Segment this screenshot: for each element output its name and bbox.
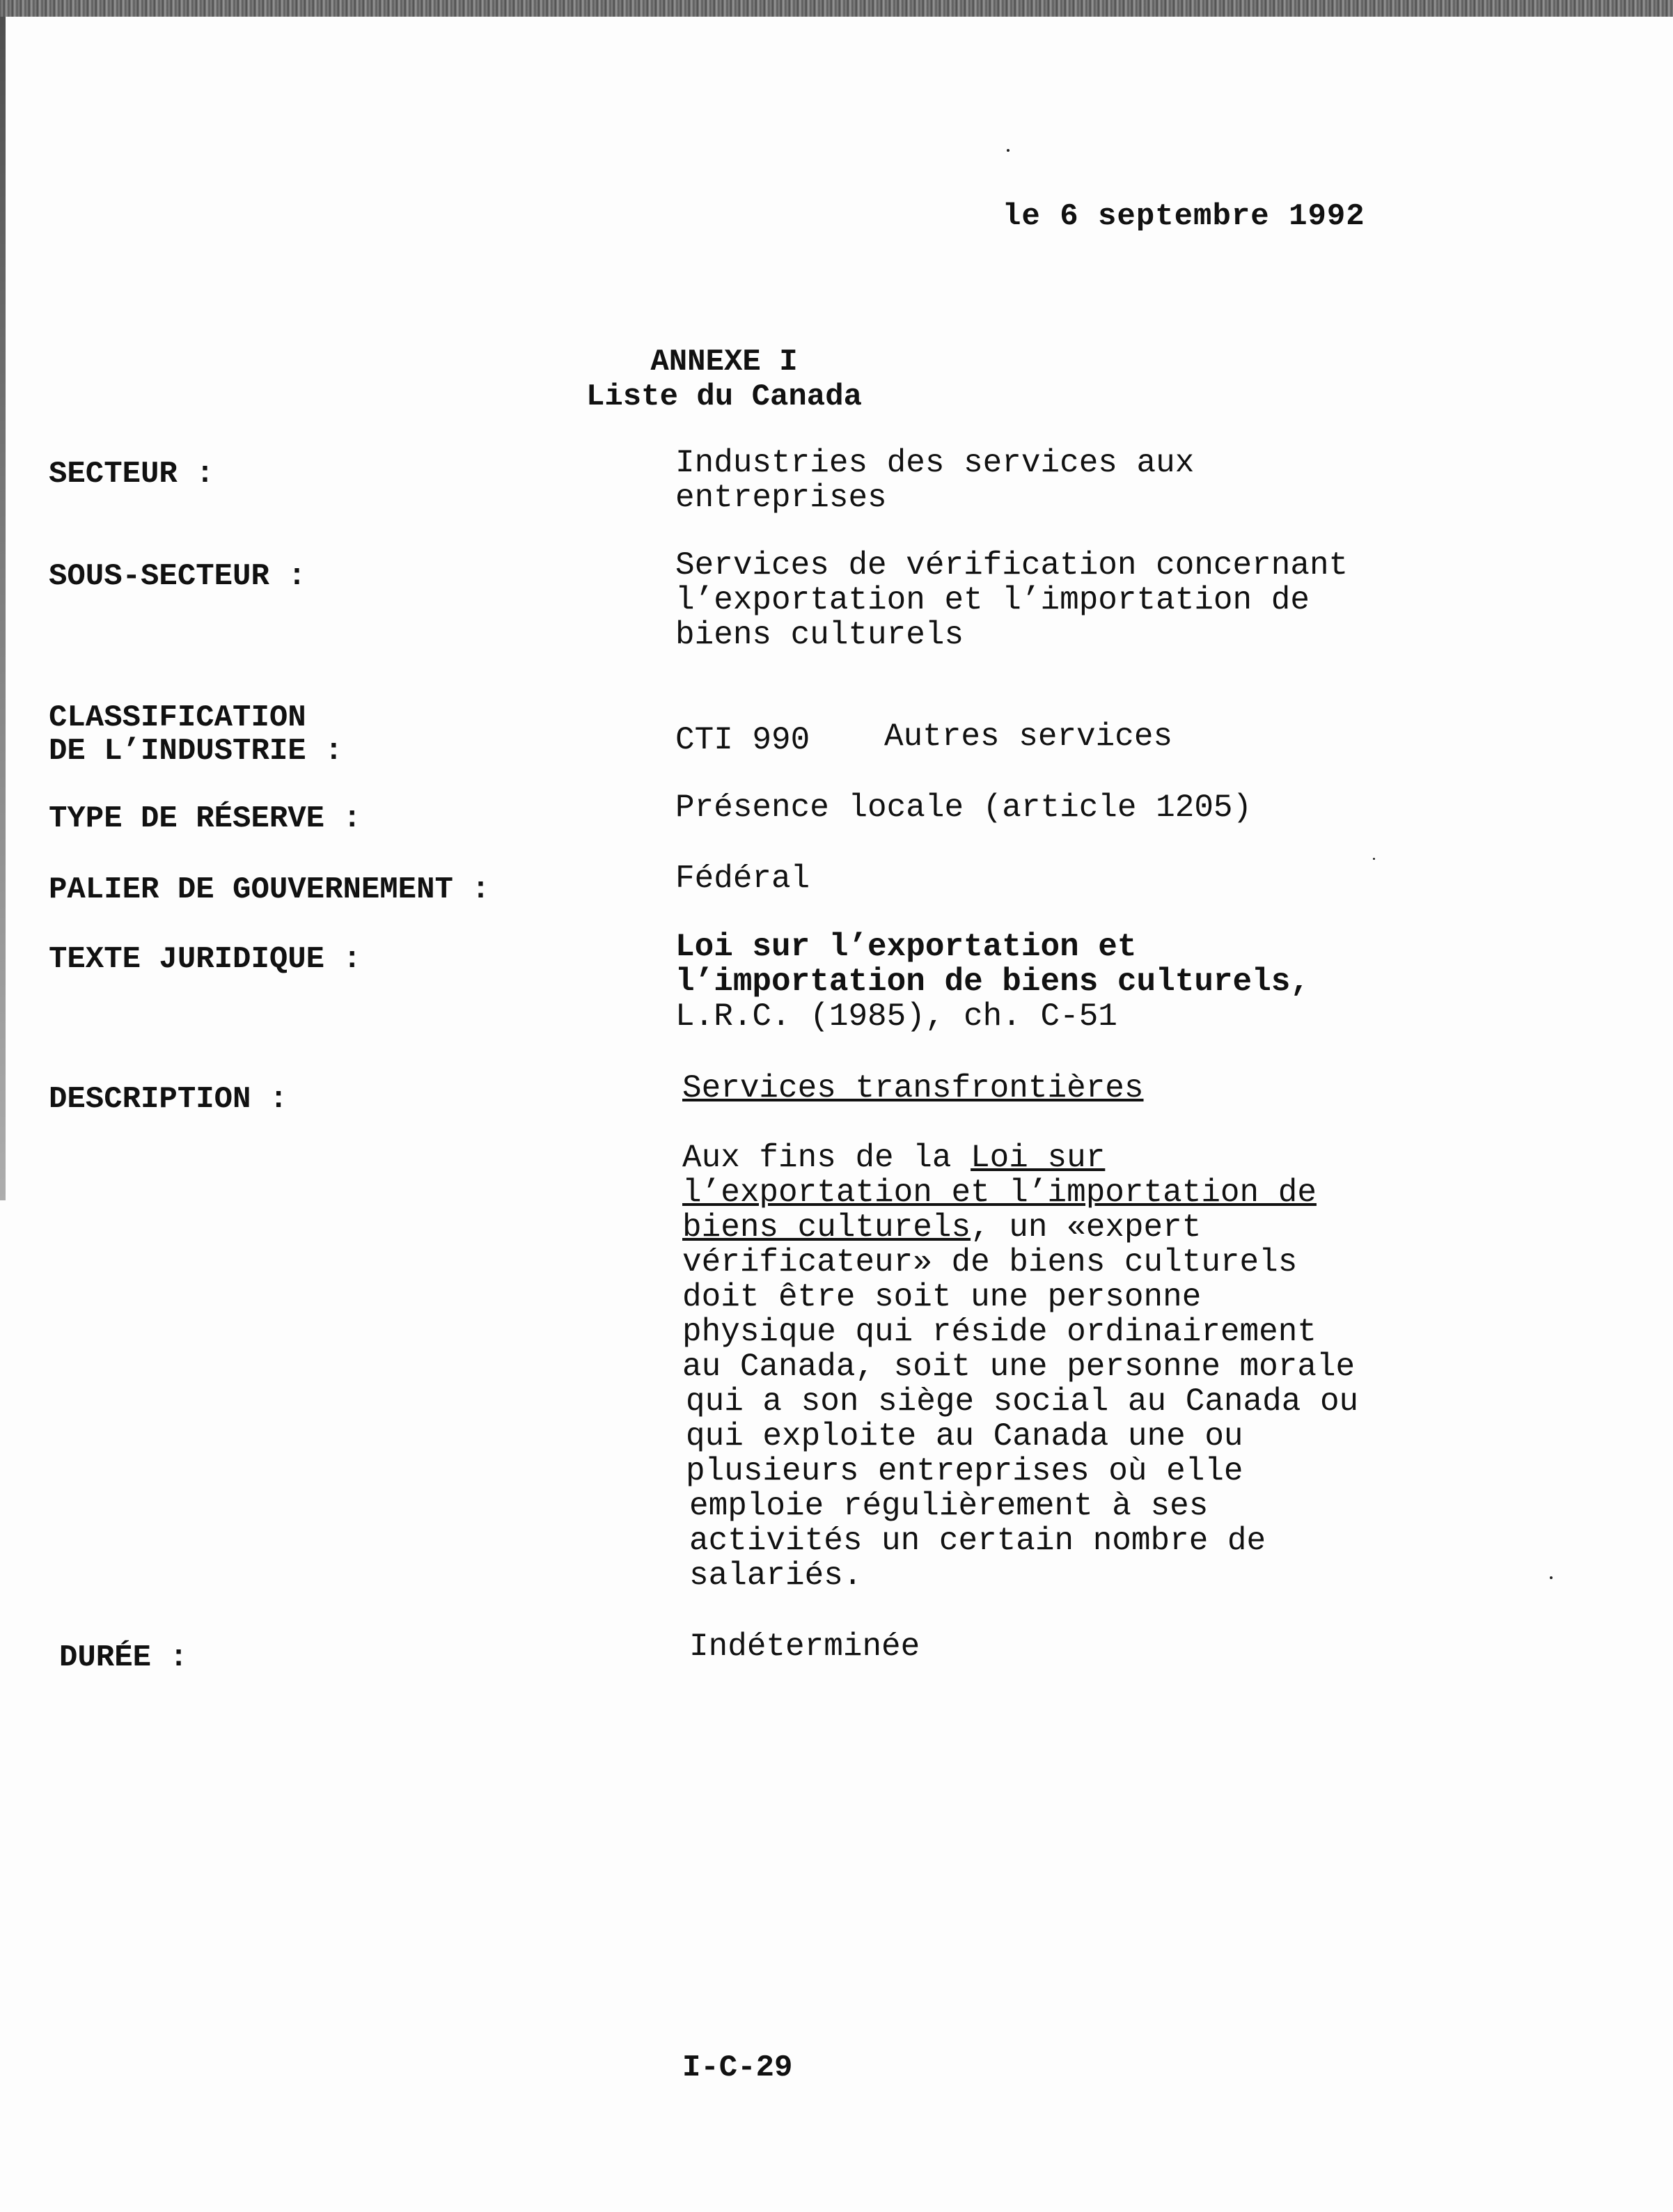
sous-secteur-label: SOUS-SECTEUR : bbox=[49, 559, 306, 594]
description-line-2: l’exportation et l’importation de bbox=[682, 1175, 1317, 1211]
type-reserve-label: TYPE DE RÉSERVE : bbox=[49, 801, 361, 836]
description-text: Aux fins de la bbox=[682, 1140, 971, 1176]
palier-label: PALIER DE GOUVERNEMENT : bbox=[49, 872, 490, 907]
description-line-8: qui a son siège social au Canada ou bbox=[686, 1383, 1359, 1420]
texte-juridique-value-line3: L.R.C. (1985), ch. C-51 bbox=[675, 998, 1117, 1035]
description-line-1 bbox=[682, 1140, 1105, 1175]
duree-label: DURÉE : bbox=[59, 1640, 188, 1675]
classification-value: Autres services bbox=[884, 719, 1173, 755]
description-line-10: plusieurs entreprises où elle bbox=[686, 1453, 1243, 1489]
description-line-7: au Canada, soit une personne morale bbox=[682, 1349, 1356, 1385]
annex-subtitle: Liste du Canada bbox=[586, 379, 863, 414]
document-date: le 6 septembre 1992 bbox=[1003, 199, 1365, 234]
description-line-4: vérificateur» de biens culturels bbox=[682, 1244, 1298, 1280]
secteur-value-line2: entreprises bbox=[675, 480, 887, 516]
classification-label-line2: DE L’INDUSTRIE : bbox=[49, 734, 343, 769]
page-number: I-C-29 bbox=[682, 2050, 793, 2085]
description-line-6: physique qui réside ordinairement bbox=[682, 1314, 1317, 1350]
secteur-label: SECTEUR : bbox=[49, 457, 214, 492]
palier-value: Fédéral bbox=[675, 861, 810, 897]
sous-secteur-value-line1: Services de vérification concernant bbox=[675, 547, 1349, 583]
sous-secteur-value-line2: l’exportation et l’importation de bbox=[675, 582, 1310, 618]
description-text: , un «expert bbox=[971, 1209, 1202, 1246]
texte-juridique-value-line2: l’importation de biens culturels, bbox=[675, 964, 1310, 1000]
description-line-13: salariés. bbox=[689, 1558, 863, 1594]
description-line-12: activités un certain nombre de bbox=[689, 1523, 1266, 1559]
secteur-value-line1: Industries des services aux bbox=[675, 445, 1195, 481]
scan-speck bbox=[1550, 1576, 1553, 1579]
description-label: DESCRIPTION : bbox=[49, 1082, 288, 1117]
scan-edge-left bbox=[0, 17, 6, 1200]
duree-value: Indéterminée bbox=[689, 1629, 920, 1665]
texte-juridique-value-line1: Loi sur l’exportation et bbox=[675, 929, 1137, 965]
scan-speck bbox=[1007, 149, 1010, 152]
scan-edge-top bbox=[0, 0, 1673, 17]
scan-speck bbox=[1373, 858, 1375, 860]
classification-label-line1: CLASSIFICATION bbox=[49, 700, 306, 735]
law-title-reference: biens culturels bbox=[682, 1209, 971, 1246]
type-reserve-value: Présence locale (article 1205) bbox=[675, 790, 1252, 826]
sous-secteur-value-line3: biens culturels bbox=[675, 617, 964, 653]
description-line-5: doit être soit une personne bbox=[682, 1279, 1202, 1315]
texte-juridique-label: TEXTE JURIDIQUE : bbox=[49, 942, 361, 977]
description-line-9: qui exploite au Canada une ou bbox=[686, 1418, 1243, 1454]
annex-title: ANNEXE I bbox=[650, 345, 798, 379]
law-title-reference: Loi sur bbox=[971, 1140, 1106, 1176]
classification-code: CTI 990 bbox=[675, 722, 810, 758]
description-subheading: Services transfrontières bbox=[682, 1070, 1144, 1106]
description-line-3 bbox=[682, 1210, 1201, 1245]
description-line-11: emploie régulièrement à ses bbox=[689, 1488, 1209, 1524]
